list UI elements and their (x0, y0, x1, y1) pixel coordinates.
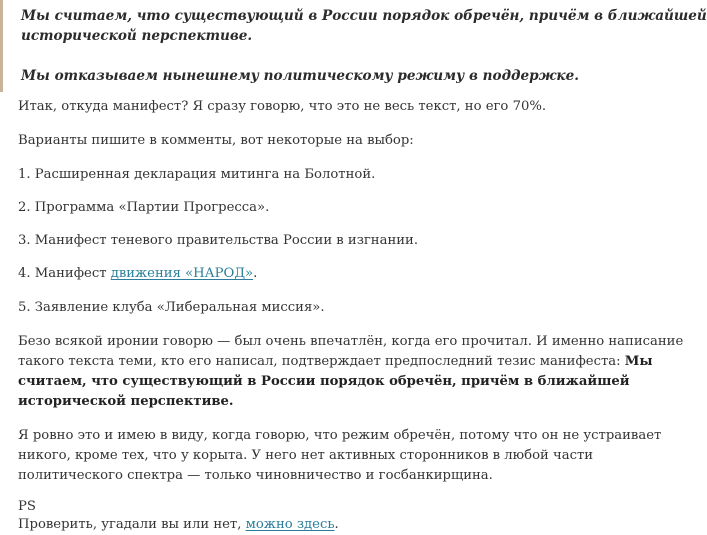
quote-line-3: Мы отказываем нынешнему политическому режиму в поддержке. (21, 68, 579, 84)
quote-line-2: исторической перспективе. (21, 28, 253, 44)
paragraph-2-line-1: Я ровно это и имею в виду, когда говорю, что режим обречён, потому что он не устраивает (18, 428, 662, 443)
paragraph-2-line-3: политического спектра — только чиновничество и госбанкирщина. (18, 468, 493, 483)
paragraph-1-line-3 (18, 372, 630, 391)
narod-movement-link[interactable]: движения «НАРОД» (110, 266, 254, 281)
option-2: 2. Программа «Партии Прогресса». (18, 200, 270, 215)
intro-paragraph: Итак, откуда манифест? Я сразу говорю, что это не весь текст, но его 70%. (18, 99, 547, 114)
option-1: 1. Расширенная декларация митинга на Болотной. (18, 167, 376, 182)
quote-line-1: Мы считаем, что существующий в России порядок обречён, причём в ближайшей (21, 8, 707, 24)
option-4-suffix: . (253, 266, 258, 281)
paragraph-1-line-2 (18, 352, 653, 371)
paragraph-1-bold-end: исторической перспективе. (18, 394, 234, 409)
paragraph-1-bold-start: Мы (624, 354, 653, 369)
paragraph-1-line-4 (18, 392, 234, 411)
ps-suffix: . (334, 517, 339, 532)
ps-text: Проверить, угадали вы или нет, (18, 517, 246, 532)
ps-label: PS (18, 499, 36, 514)
option-5: 5. Заявление клуба «Либеральная миссия». (18, 300, 325, 315)
option-4 (18, 264, 257, 283)
paragraph-2-line-2: никого, кроме тех, что у корыта. У него нет активных сторонников в любой части (18, 448, 594, 463)
option-4-prefix: 4. Манифест (18, 266, 111, 281)
option-3: 3. Манифест теневого правительства России в изгнании. (18, 233, 419, 248)
blockquote (0, 0, 707, 92)
options-prompt: Варианты пишите в комменты, вот некоторые на выбор: (18, 133, 414, 148)
paragraph-1-text: такого текста теми, кто его написал, подтверждает предпоследний тезис манифеста: (18, 354, 625, 369)
ps-line (18, 515, 339, 534)
paragraph-1-line-1: Безо всякой иронии говорю — был очень впечатлён, когда его прочитал. И именно написание (18, 334, 684, 349)
check-answer-link[interactable]: можно здесь (245, 517, 335, 532)
paragraph-1-bold-quote: считаем, что существующий в России порядок обречён, причём в ближайшей (18, 374, 630, 389)
